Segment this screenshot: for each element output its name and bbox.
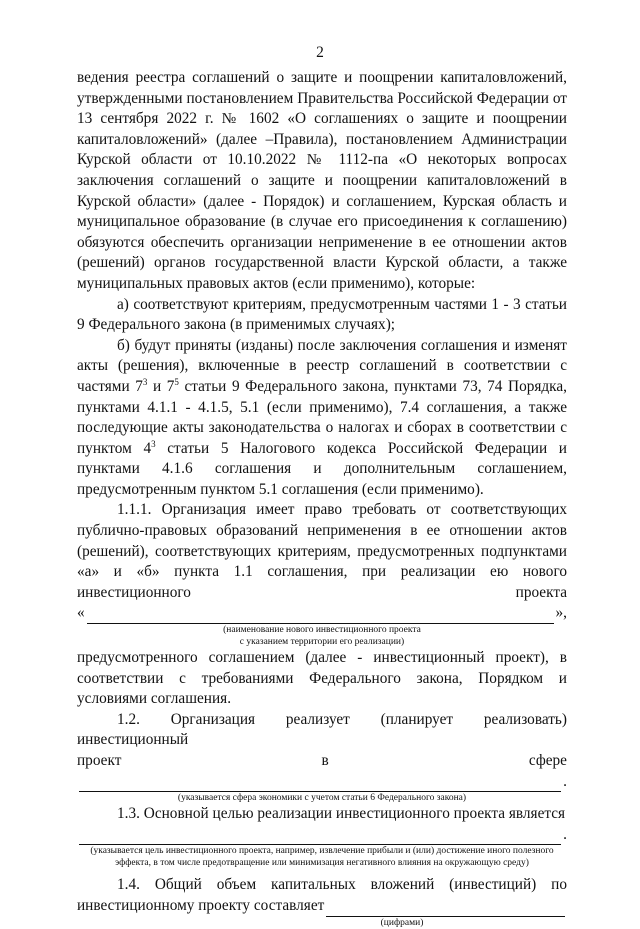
subpoint-b-text-2: и 7: [147, 377, 175, 395]
digits-hint: (цифрами): [380, 917, 424, 928]
goal-period: .: [563, 825, 567, 843]
clause-1-2: 1.2. Организация реализует (планирует реализовать) инвестиционный: [77, 710, 567, 749]
clause-1-1-1: 1.1.1. Организация имеет право требовать от соответствующих публично-правовых образований неприменения в ее отношении актов (решений), соответствующих критериям, предусмотренных подпунктами «а» и «б» пункта 1.1 соглашения, при реализации ею нового: [77, 501, 567, 581]
volume-blank[interactable]: [326, 902, 565, 917]
word-project: проекта: [515, 583, 567, 601]
subpoint-b-text-3: статьи 9 Федерального закона, пунктами 73, 74 Порядка, пунктами 4.1.1 - 4.1.5, 5.1 (если применимо), 7.4 соглашения, а также последующие акты законодательства о налогах и сборах в соответствии с пунктом 4: [77, 377, 567, 457]
volume-field[interactable]: [77, 896, 567, 917]
quote-close: »,: [555, 604, 567, 622]
quote-open: «: [77, 604, 85, 622]
clause-1-1-1-end-line: [77, 583, 567, 604]
superscript-3: 3: [142, 376, 148, 387]
subpoint-a: а) соответствуют критериям, предусмотренным частями 1 - 3 статьи 9 Федерального закона (в применимых случаях);: [77, 295, 567, 334]
project-continuation: предусмотренного соглашением (далее - инвестиционный проект), в соответствии с требованиями Федерального закона, Порядком и условиями соглашения.: [77, 649, 567, 708]
project-name-hint-line-2: с указанием территории его реализации): [239, 637, 405, 648]
page-number: 2: [316, 44, 324, 61]
sphere-hint: (указывается сфера экономики с учетом статьи 6 Федерального закона): [177, 793, 467, 804]
goal-hint: (указывается цель инвестиционного проекта, например, извлечение прибыли и (или) достижение иного полезного эффекта, в том числе предотвращение или минимизация негативного влияния на окружающую среду): [90, 846, 554, 869]
project-name-field[interactable]: [77, 603, 567, 624]
goal-field[interactable]: [77, 825, 567, 846]
clause-1-3: 1.3. Основной целью реализации инвестиционного проекта является: [117, 805, 566, 823]
sphere-period: .: [563, 772, 567, 790]
word-sfere: сфере: [528, 752, 567, 769]
subpoint-b-text-1: б) будут приняты (изданы) после заключения соглашения и изменят акты (решения), включенные в реестр соглашений в соответствии с частями 7: [77, 336, 567, 395]
project-name-hint: [77, 624, 567, 648]
intro-paragraph: ведения реестра соглашений о защите и поощрении капиталовложений, утвержденными постановлением Правительства Российской Федерации от 13 сентября 2022 г. № 1602 «О соглашениях о защите и поощрении капиталовложений» (далее –Правила), постановлением Администрации Курской области от 10.10.2022 № 1112-па «О некоторых вопросах заключения соглашений о защите и поощрении капиталовложений в Курской области» (далее - Порядок) и соглашением, Курская область и муниципальное образование (в случае его присоединения к соглашению) обязуются обеспечить организации неприменение в ее отношении актов (решений) органов государственной власти Курской области, а также муниципальных правовых актов (если применимо), которые:: [77, 69, 567, 292]
word-proekt: проект: [77, 752, 122, 769]
project-name-blank[interactable]: [87, 609, 554, 624]
goal-blank[interactable]: [79, 830, 561, 845]
superscript-3b: 3: [151, 438, 156, 449]
clause-1-2-words: [77, 751, 567, 772]
project-name-hint-line-1: (наименование нового инвестиционного проекта: [223, 625, 421, 636]
sphere-blank[interactable]: [79, 777, 561, 792]
subpoint-b: [77, 336, 567, 501]
word-investment: инвестиционного: [77, 583, 191, 601]
superscript-5: 5: [174, 376, 179, 387]
word-v: в: [321, 752, 329, 769]
sphere-field[interactable]: [77, 772, 567, 793]
document-body: [77, 68, 567, 929]
clause-1-4-cont: инвестиционному проекту составляет: [77, 896, 325, 914]
clause-1-4: 1.4. Общий объем капитальных вложений (инвестиций) по: [117, 876, 567, 894]
subpoint-b-text-4: статьи 5 Налогового кодекса Российской Федерации и пунктами 4.1.6 соглашения и дополнительным соглашением, предусмотренным пунктом 5.1 соглашения (если применимо).: [77, 439, 567, 498]
